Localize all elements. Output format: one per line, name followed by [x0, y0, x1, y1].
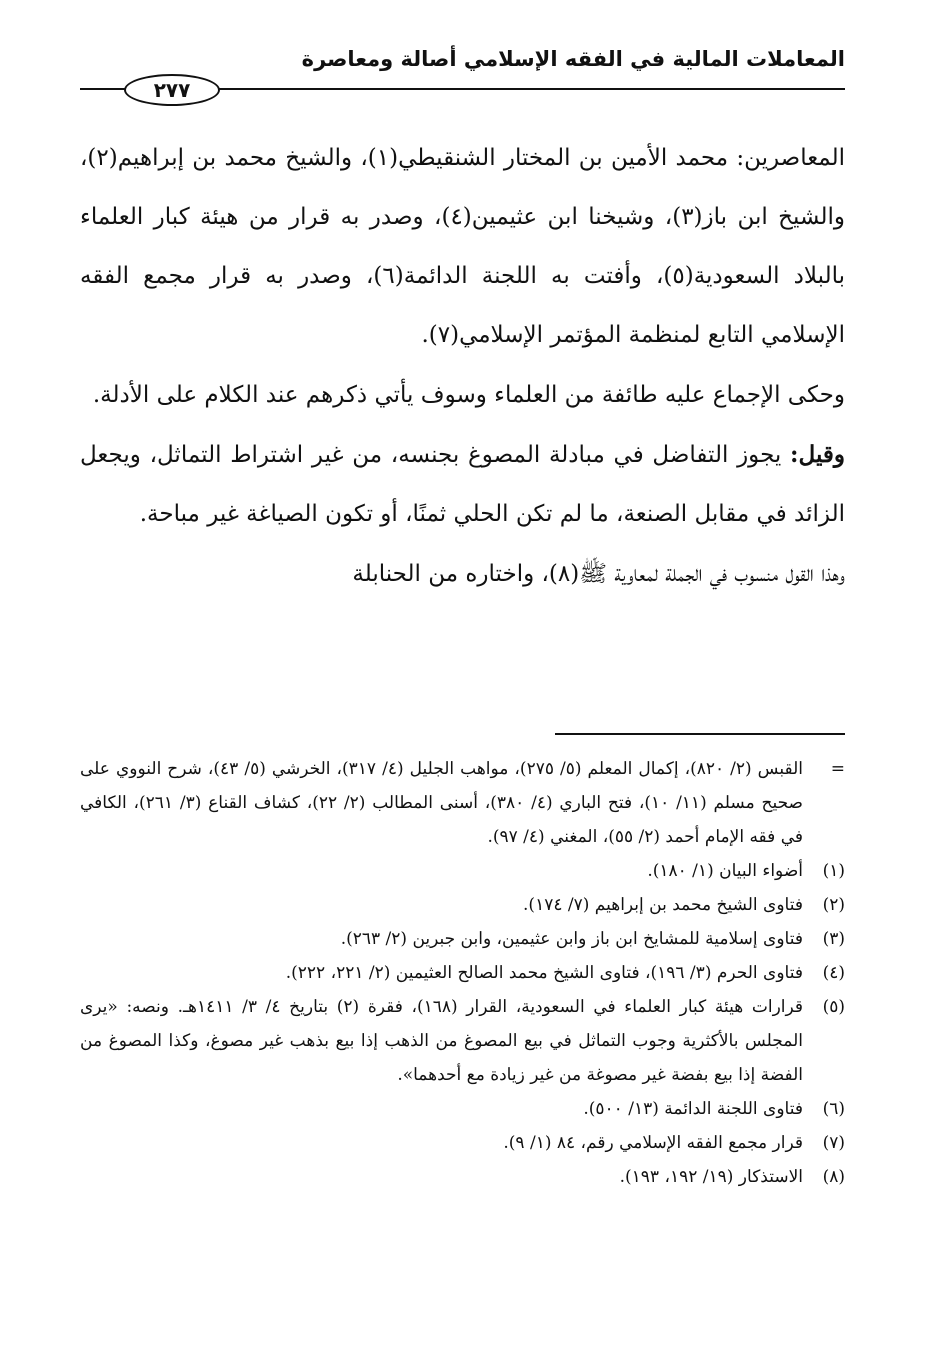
footnote-mark: (٥) — [822, 997, 845, 1017]
footnote-mark: (١) — [822, 861, 845, 881]
footnote-text: فتاوى الشيخ محمد بن إبراهيم (٧/ ١٧٤). — [523, 895, 803, 915]
footnote-text: فتاوى إسلامية للمشايخ ابن باز وابن عثيمين، وابن جبرين (٢/ ٢٦٣). — [340, 929, 803, 949]
footnote-mark: (٢) — [822, 895, 845, 915]
footnote-1 — [80, 854, 845, 888]
footnote-5 — [80, 990, 845, 1092]
footnote-text: فتاوى اللجنة الدائمة (١٣/ ٥٠٠). — [583, 1099, 803, 1119]
footnote-text: أضواء البيان (١/ ١٨٠). — [647, 861, 803, 881]
footnote-mark: (٦) — [822, 1099, 845, 1119]
footnote-8 — [80, 1160, 845, 1194]
paragraph-text: وحكى الإجماع عليه طائفة من العلماء وسوف يأتي ذكرهم عند الكلام على الأدلة. — [92, 382, 845, 408]
paragraph — [80, 544, 845, 604]
running-title: المعاملات المالية في الفقه الإسلامي أصالة ومعاصرة — [301, 47, 845, 71]
footnote-3 — [80, 922, 845, 956]
footnote-text: قرار مجمع الفقه الإسلامي رقم، ٨٤ (١/ ٩). — [503, 1133, 803, 1153]
footnote-4 — [80, 956, 845, 990]
footnote-mark: (٨) — [822, 1167, 845, 1187]
paragraph-text: يجوز التفاضل في مبادلة المصوغ بجنسه، من غير اشتراط التماثل، ويجعل الزائد في مقابل الصنعة، ما لم تكن الحلي ثمنًا، أو تكون الصياغة غير مباحة. — [80, 442, 845, 527]
footnote-mark: = — [830, 759, 845, 779]
body-text — [80, 128, 845, 604]
footnote-6 — [80, 1092, 845, 1126]
page-number: ٢٧٧ — [124, 74, 220, 106]
footnote-text: فتاوى الحرم (٣/ ١٩٦)، فتاوى الشيخ محمد الصالح العثيمين (٢/ ٢٢١، ٢٢٢). — [285, 963, 803, 983]
footnote-text: قرارات هيئة كبار العلماء في السعودية، القرار (١٦٨)، فقرة (٢) بتاريخ ٤/ ٣/ ١٤١١هـ. ونصه: «يرى المجلس بالأكثرية وجوب التماثل في بيع المصوغ من الذهب إذا بيع بذهب غير مصوغ، وكذا المصوغ من الفضة إذا بيع بفضة غير مصوغة من غير زيادة مع أحدهما». — [80, 997, 804, 1085]
footnote-continued — [80, 752, 845, 854]
footnote-text: الاستذكار (١٩/ ١٩٢، ١٩٣). — [619, 1167, 803, 1187]
footnote-mark: (٤) — [822, 963, 845, 983]
paragraph — [80, 128, 845, 365]
footnote-mark: (٣) — [822, 929, 845, 949]
paragraph — [80, 365, 845, 425]
footnote-7 — [80, 1126, 845, 1160]
paragraph-lead: وقيل: — [790, 441, 845, 468]
footnote-2 — [80, 888, 845, 922]
footnote-separator — [555, 733, 845, 735]
footnote-text: القبس (٢/ ٨٢٠)، إكمال المعلم (٥/ ٢٧٥)، مواهب الجليل (٤/ ٣١٧)، الخرشي (٥/ ٤٣)، شرح النووي على صحيح مسلم (١١/ ١٠)، فتح الباري (٤/ ٣٨٠)، أسنى المطالب (٢/ ٢٢)، كشاف القناع (٣/ ٢٦١)، الكافي في فقه الإمام أحمد (٢/ ٥٥)، المغني (٤/ ٩٧). — [80, 759, 803, 847]
paragraph — [80, 425, 845, 544]
paragraph-text: وهذا القول منسوب في الجملة لمعاوية ﷺ(٨)، واختاره من الحنابلة — [352, 561, 845, 587]
paragraph-text: المعاصرين: محمد الأمين بن المختار الشنقيطي(١)، والشيخ محمد بن إبراهيم(٢)، والشيخ ابن باز(٣)، وشيخنا ابن عثيمين(٤)، وصدر به قرار من هيئة كبار العلماء بالبلاد السعودية(٥)، وأفتت به اللجنة الدائمة(٦)، وصدر به قرار مجمع الفقه الإسلامي التابع لمنظمة المؤتمر الإسلامي(٧). — [80, 145, 845, 348]
footnote-mark: (٧) — [822, 1133, 845, 1153]
footnotes — [80, 752, 845, 1194]
